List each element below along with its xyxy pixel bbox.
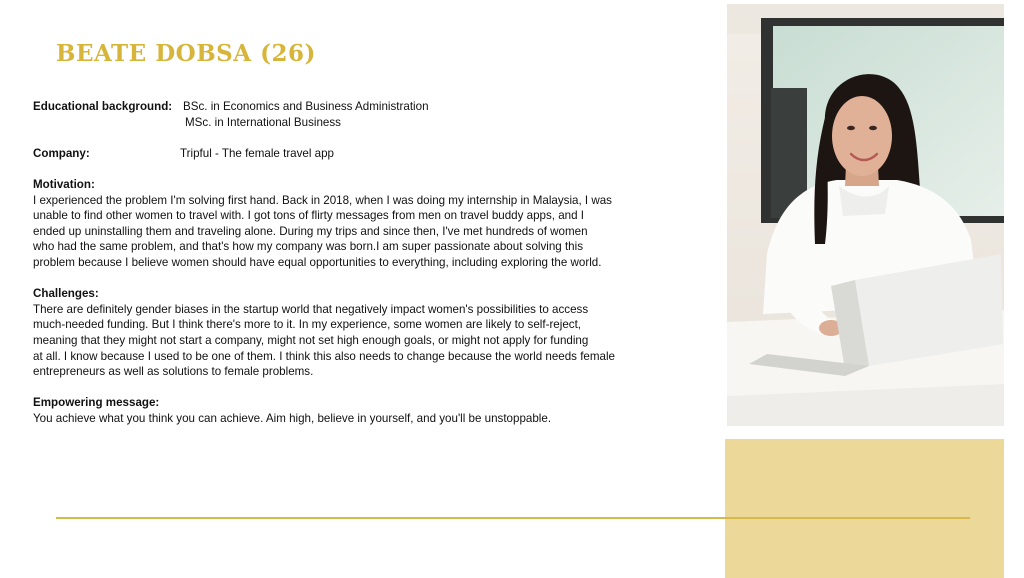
divider-line [56, 517, 970, 519]
motivation-text [33, 193, 673, 271]
motivation-line: I experienced the problem I'm solving first hand. Back in 2018, when I was doing my internship in Malaysia, I was [33, 193, 612, 207]
challenges-line: at all. I know because I used to be one of them. I think this also needs to change because the world needs female [33, 349, 615, 363]
challenges-line: entrepreneurs as well as solutions to female problems. [33, 365, 314, 379]
challenges-text [33, 302, 673, 380]
education-degree-2: MSc. in International Business [185, 115, 341, 129]
empowering-label: Empowering message: [33, 396, 160, 410]
education-degree-1: BSc. in Economics and Business Administration [183, 100, 429, 113]
education-row-2 [33, 115, 673, 131]
profile-photo [727, 4, 1004, 426]
company-row [33, 146, 673, 162]
challenges-line: There are definitely gender biases in the startup world that negatively impact women's possibilities to access [33, 302, 589, 316]
page-title: BEATE DOBSA (26) [56, 40, 316, 67]
motivation-label: Motivation: [33, 177, 95, 191]
challenges-line: much-needed funding. But I think there's more to it. In my experience, some women are likely to self-reject, [33, 318, 582, 332]
education-row [33, 99, 673, 115]
decorative-gold-box [725, 439, 1004, 578]
company-value: Tripful - The female travel app [180, 146, 335, 160]
empowering-text: You achieve what you think you can achieve. Aim high, believe in yourself, and you'll be unstoppable. [33, 411, 552, 425]
profile-content [33, 99, 673, 426]
motivation-line: unable to find other women to travel with. I got tons of flirty messages from men on travel buddy apps, and I [33, 209, 584, 223]
company-label: Company: [33, 146, 90, 160]
motivation-line: who had the same problem, and that's how my company was born.I am super passionate about solving this [33, 240, 583, 254]
education-label: Educational background: [33, 100, 173, 113]
motivation-line: ended up uninstalling them and traveling alone. During my trips and since then, I've met hundreds of women [33, 224, 588, 238]
challenges-label: Challenges: [33, 287, 99, 301]
challenges-line: meaning that they might not start a company, might not set high enough goals, or might not apply for funding [33, 333, 589, 347]
motivation-line: problem because I believe women should have equal opportunities to everything, including exploring the world. [33, 255, 602, 269]
